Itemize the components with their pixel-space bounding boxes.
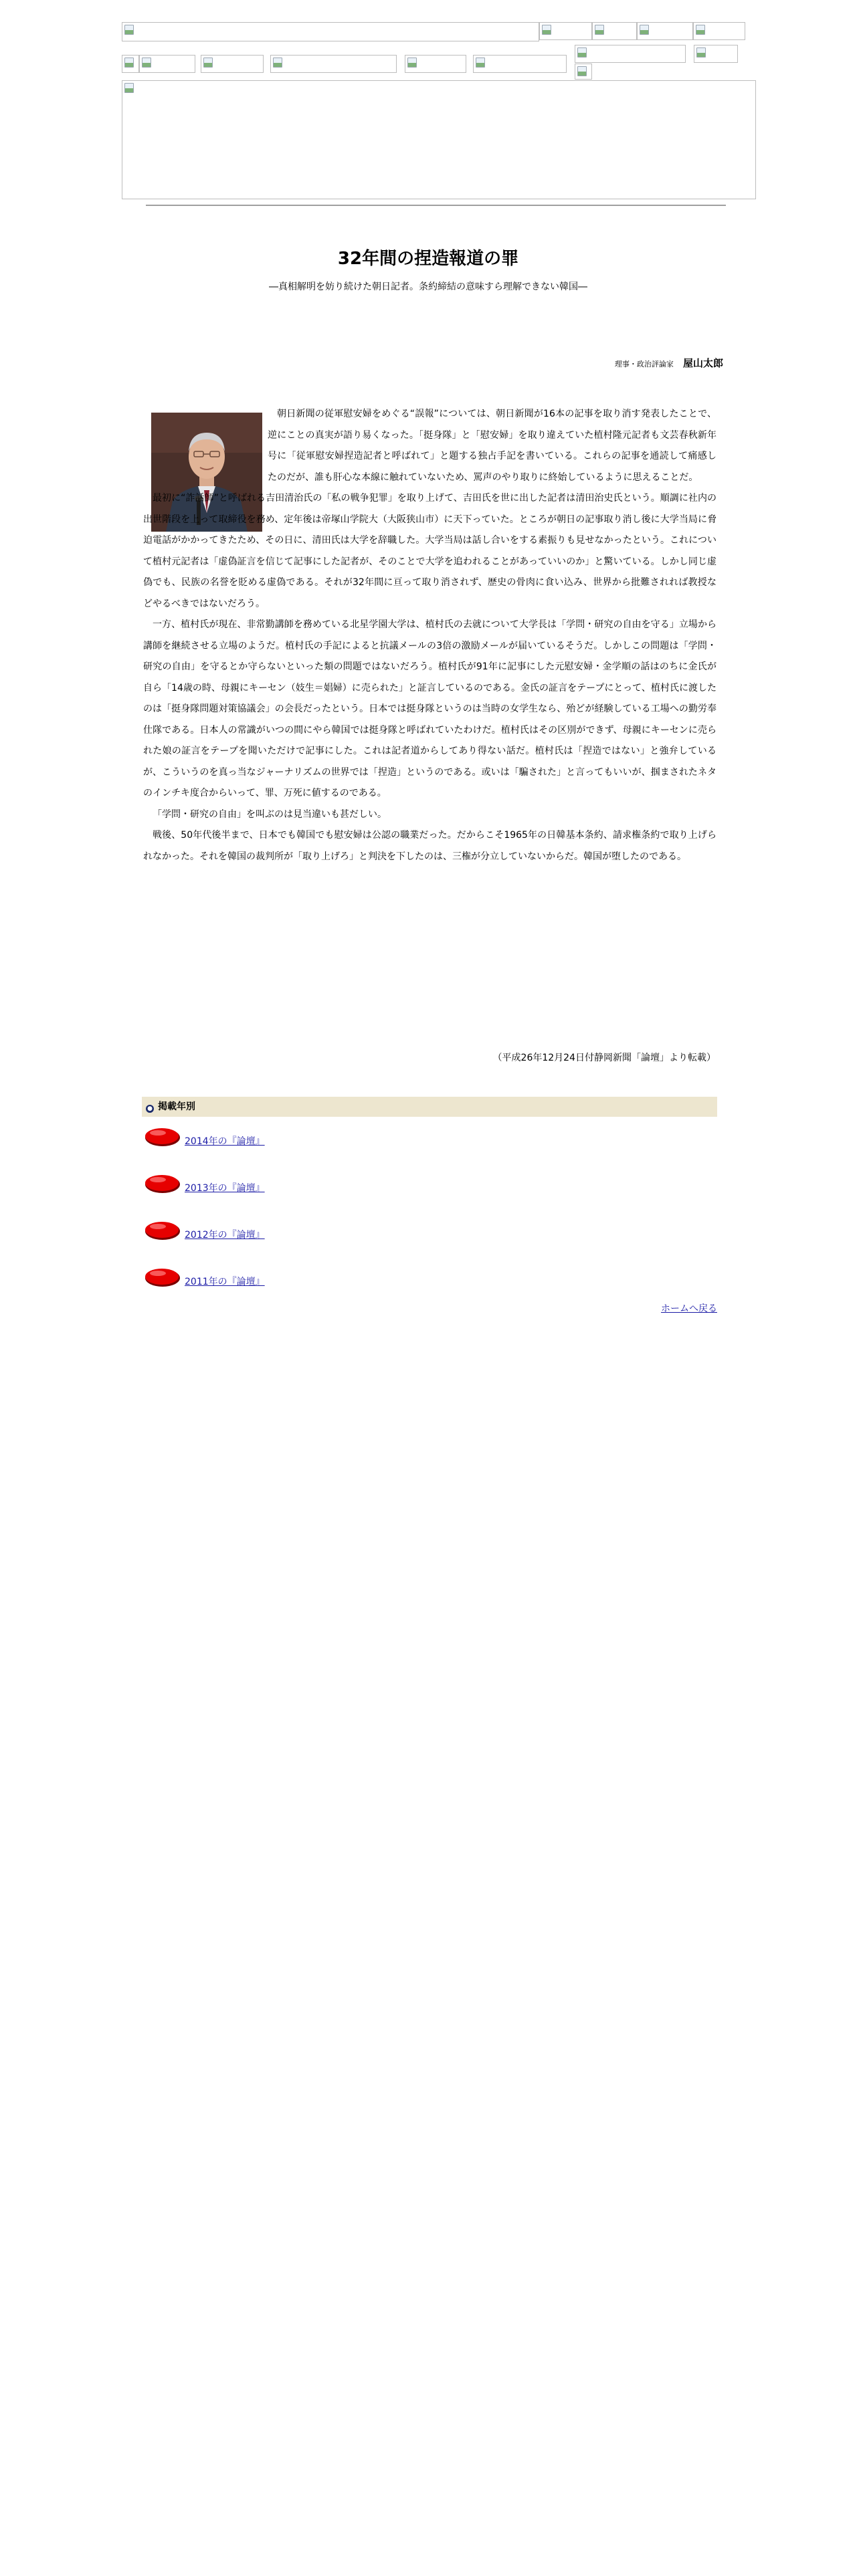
red-oval-bullet-icon: [143, 1218, 182, 1241]
red-oval-bullet-icon: [143, 1125, 182, 1148]
nav-image-home[interactable]: [139, 55, 195, 73]
archive-heading-label: 掲載年別: [158, 1101, 195, 1112]
nav-image-7[interactable]: [694, 45, 738, 63]
article-paragraph-1: 朝日新聞の従軍慰安婦をめぐる“誤報”については、朝日新聞が16本の記事を取り消す発表したことで、逆にことの真実が語り易くなった。「挺身隊」と「慰安婦」を取り違えていた植村隆元記者も文芸春秋新年号に「従軍慰安婦捏造記者と呼ばれて」と題する独占手記を書いている。これらの記事を通読して痛感したのだが、誰も肝心な本線に触れていないため、罵声のやり取りに終始しているように思えることだ。: [268, 409, 717, 483]
author-role: 理事・政治評論家: [614, 360, 674, 368]
author-name: 屋山太郎: [682, 357, 723, 369]
article-paragraph-3: 一方、植村氏が現在、非常勤講師を務めている北星学園大学は、植村氏の去就について大学長は「学問・研究の自由を守る」立場から講師を継続させる立場のようだ。植村氏の手記によると抗議メールの3倍の激励メールが届いているそうだ。しかしこの問題は「学問・研究の自由」を守るとか守らないといった類の問題ではないだろう。植村氏が91年に記事にした元慰安婦・金学順の話はのちに金氏が自ら「14歳の時、母親にキーセン（妓生＝娼婦）に売られた」と証言しているのである。金氏の証言をテープにとって、植村氏に渡したのは「挺身隊問題対策協議会」の会長だったという。日本では挺身隊というのは当時の女学生なら、殆どが経験している工場への勤労奉仕隊である。日本人の常識がいつの間にやら韓国では挺身隊と呼ばれていたわけだ。植村氏はその区別ができず、母親にキーセンに売られた娘の証言をテープを聞いただけで記事にした。これは記者道からしてあり得ない話だ。植村氏は「捏造ではない」と強弁しているが、こういうのを真っ当なジャーナリズムの世界では「捏造」というのである。或いは「騙された」と言ってもいいが、掴まされたネタのインチキ度合からいって、罪、万死に値するのである。: [143, 619, 717, 798]
header-link-image-3[interactable]: [637, 22, 693, 40]
header-link-image-1[interactable]: [539, 22, 592, 40]
nav-image-8[interactable]: [575, 64, 592, 80]
article-paragraph-2: 最初に“詐話師”と呼ばれる吉田清治氏の「私の戦争犯罪」を取り上げて、吉田氏を世に出した記者は清田治史氏という。順調に社内の出世階段を上って取締役を務め、定年後は帝塚山学院大（大阪狭山市）に天下っていた。ところが朝日の記事取り消し後に大学当局に脅迫電話がかかってきたため、その日に、清田氏は大学を辞職した。大学当局は話し合いをする素振りも見せなかったという。これについて植村元記者は「虚偽証言を信じて記事にした記者が、そのことで大学を追われることがあっていいのか」と驚いている。しかし同じ虚偽でも、民族の名誉を貶める虚偽である。それが32年間に亘って取り消されず、歴史の骨肉に食い込み、世界から批難されれば教授などやるべきではないだろう。: [143, 493, 717, 609]
author-byline: [615, 356, 723, 370]
article-paragraph-5: 戦後、50年代後半まで、日本でも韓国でも慰安婦は公認の職業だった。だからこそ1965年の日韓基本条約、請求権条約で取り上げられなかった。それを韓国の裁判所が「取り上げろ」と判決を下したのは、三権が分立していないからだ。韓国が堕したのである。: [143, 830, 717, 862]
nav-image-6[interactable]: [575, 45, 686, 63]
red-oval-bullet-icon: [143, 1172, 182, 1194]
back-to-home-link[interactable]: ホームへ戻る: [661, 1303, 717, 1314]
article-body: [143, 404, 717, 867]
site-banner-image: [122, 22, 539, 41]
nav-image-left-cap: [122, 55, 139, 73]
main-visual-image: [122, 80, 756, 199]
nav-image-2[interactable]: [201, 55, 264, 73]
archive-link-2014[interactable]: 2014年の『論壇』: [185, 1136, 265, 1147]
archive-link-2012[interactable]: 2012年の『論壇』: [185, 1230, 265, 1241]
header-divider: [146, 205, 726, 206]
nav-image-4[interactable]: [405, 55, 466, 73]
article-paragraph-4: 「学問・研究の自由」を叫ぶのは見当違いも甚だしい。: [153, 809, 387, 820]
heading-marker-icon: ●: [146, 1105, 154, 1113]
article-subtitle: ―真相解明を妨り続けた朝日記者。条約締結の意味すら理解できない韓国―: [269, 282, 587, 292]
archive-heading: [142, 1097, 717, 1117]
archive-link-2011[interactable]: 2011年の『論壇』: [185, 1277, 265, 1287]
nav-image-3[interactable]: [270, 55, 397, 73]
red-oval-bullet-icon: [143, 1265, 182, 1288]
header-link-image-4[interactable]: [693, 22, 745, 40]
header-link-image-2[interactable]: [592, 22, 637, 40]
source-note: （平成26年12月24日付静岡新聞「論壇」より転載）: [492, 1053, 716, 1063]
article-title: 32年間の捏造報道の罪: [337, 249, 519, 269]
nav-image-5[interactable]: [473, 55, 567, 73]
archive-link-2013[interactable]: 2013年の『論壇』: [185, 1183, 265, 1194]
